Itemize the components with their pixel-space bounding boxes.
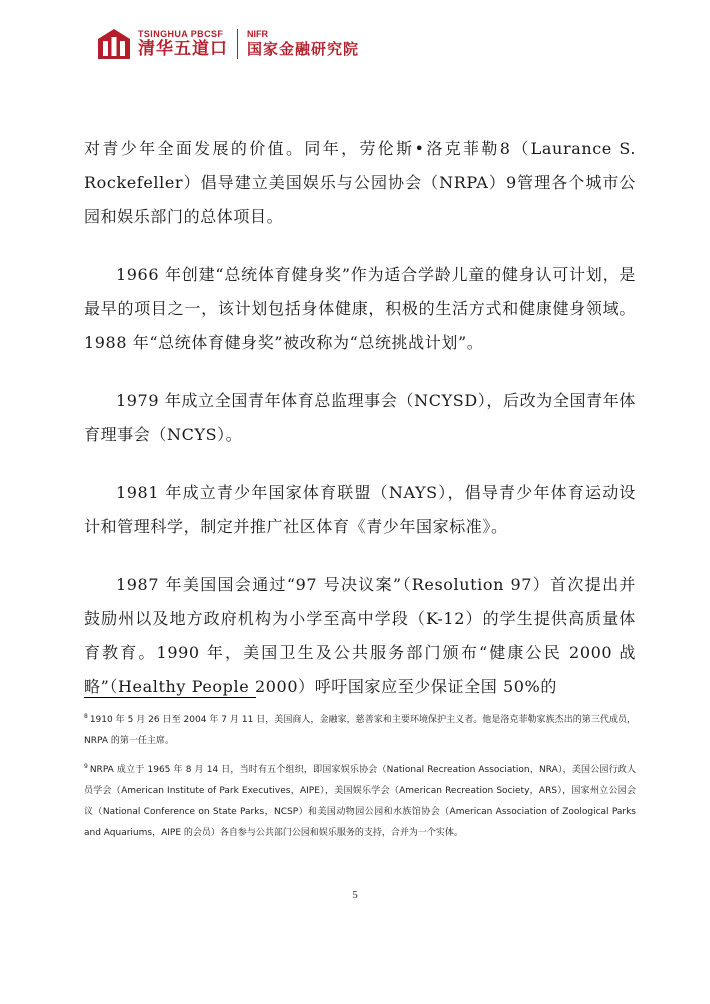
footnote: [84, 756, 636, 844]
document-body: [84, 132, 636, 728]
footnote-separator: [84, 697, 256, 698]
header-divider: [237, 29, 238, 59]
paragraph: 1981 年成立青少年国家体育联盟（NAYS），倡导青少年体育运动设计和管理科学，制定并推广社区体育《青少年国家标准》。: [84, 483, 636, 536]
paragraph: 1987 年美国国会通过“97 号决议案”（Resolution 97）首次提出并鼓励州以及地方政府机构为小学至高中学段（K-12）的学生提供高质量体育教育。1990 年，美国卫生及公共服务部门颁布“健康公民 2000 战略”（Healthy People 2000）呼吁国家应至少保证全国 50%的: [84, 575, 636, 696]
paragraph: 1966 年创建“总统体育健身奖”作为适合学龄儿童的健身认可计划，是最早的项目之一，该计划包括身体健康，积极的生活方式和健康健身领域。1988 年“总统体育健身奖”被改称为“总统挑战计划”。: [84, 265, 636, 352]
nifr-en: NIFR: [247, 29, 268, 39]
footnote-number: 8: [84, 713, 88, 720]
footnote-number: 9: [84, 763, 88, 770]
page-number: 5: [352, 889, 358, 901]
nifr-block: [247, 29, 359, 59]
tsinghua-logo-icon: [96, 27, 132, 61]
brand-en: TSINGHUA PBCSF: [138, 29, 224, 39]
footnote-text: 1910 年 5 月 26 日至 2004 年 7 月 11 日，美国商人，金融家，慈善家和主要环境保护主义者。他是洛克菲勒家族杰出的第三代成员，NRPA 的第一任主席。: [84, 715, 636, 746]
footnotes: [84, 706, 636, 848]
footnote: [84, 706, 636, 752]
brand-block: [138, 29, 228, 59]
page-header: [96, 24, 359, 64]
paragraph: 1979 年成立全国青年体育总监理事会（NCYSD），后改为全国青年体育理事会（NCYS）。: [84, 391, 636, 444]
nifr-cn: 国家金融研究院: [247, 40, 360, 58]
paragraph: 对青少年全面发展的价值。同年，劳伦斯•洛克菲勒8（Laurance S. Rockefeller）倡导建立美国娱乐与公园协会（NRPA）9管理各个城市公园和娱乐部门的总体项目。: [84, 139, 636, 226]
brand-cn: 清华五道口: [138, 39, 228, 59]
footnote-text: NRPA 成立于 1965 年 8 月 14 日，当时有五个组织，即国家娱乐协会（National Recreation Association，NRA），美国公园行政人员学会（American Institute of Park Executives，AIPE），美国娱乐学会（American Recreation Society，ARS），国家州立公园会议（National Conference on State Parks，NCSP）和美国动物园公园和水族馆协会（American Association of Zoological Parks and Aquariums，AIPE 的会员）各自参与公共部门公园和娱乐服务的支持，合并为一个实体。: [84, 765, 636, 838]
